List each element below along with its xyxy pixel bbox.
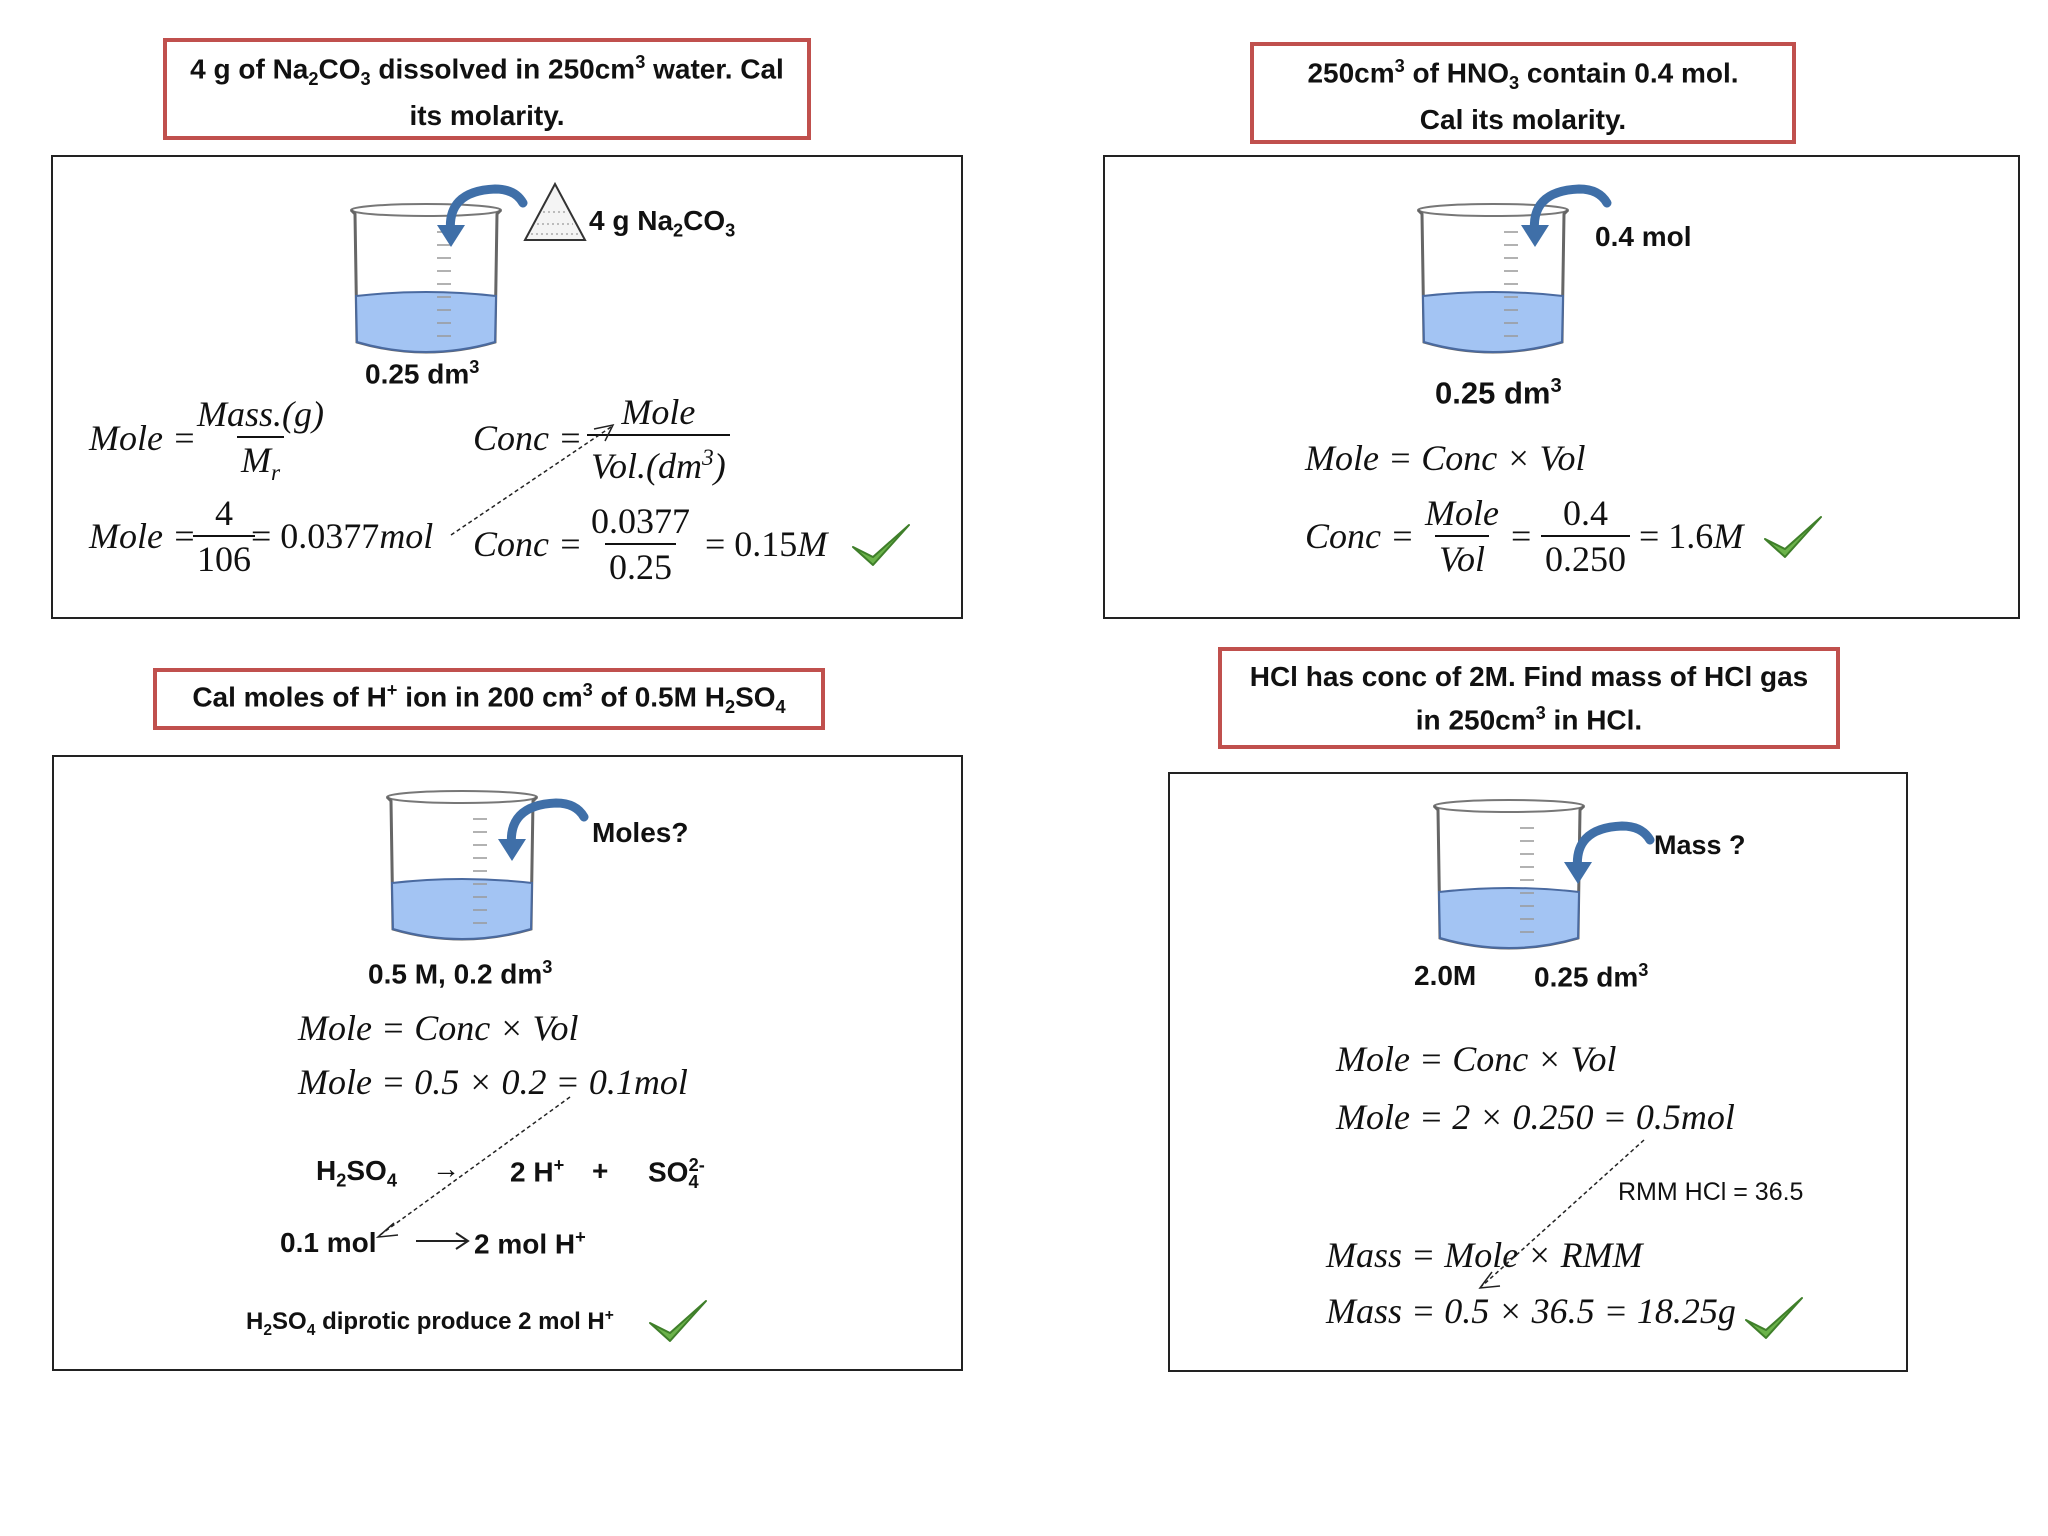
question-box-4 xyxy=(1218,647,1840,749)
conc-lhs-2: Conc = xyxy=(1305,516,1415,556)
conc-result: = 0.15M xyxy=(705,524,828,564)
mole-result: = 0.0377mol xyxy=(251,516,434,556)
rmm-label: RMM HCl = 36.5 xyxy=(1618,1178,1804,1206)
question-box-3 xyxy=(153,668,825,730)
molar-mass-denominator: 106 xyxy=(193,535,255,581)
mol-right: 2 mol H+ xyxy=(474,1227,586,1260)
check-icon-1 xyxy=(851,521,911,569)
mole-calc-3: Mole = 0.5 × 0.2 = 0.1mol xyxy=(298,1062,688,1102)
mole-calc-4: Mole = 2 × 0.250 = 0.5mol xyxy=(1336,1097,1735,1137)
mole-eq-4: Mole = Conc × Vol xyxy=(1336,1039,1617,1079)
solution-panel-3 xyxy=(52,755,963,1371)
mol-left: 0.1 mol xyxy=(280,1227,377,1258)
solution-panel-2 xyxy=(1103,155,2020,619)
plus-sign: + xyxy=(592,1155,609,1186)
product-h-ions: 2 H+ xyxy=(510,1155,565,1188)
question-1-line-1: 4 g of $Na_2CO_3$ dissolved in $250cm^3$ water. Cal xyxy=(190,51,784,89)
question-4-line-1: HCl has conc of 2M. Find mass of HCl gas xyxy=(1249,660,1809,692)
value-fraction-2 xyxy=(1541,491,1630,581)
conc-formula-lhs: Conc = xyxy=(473,418,583,458)
conc-given-4: 2.0M xyxy=(1414,960,1477,991)
mass-eq-4: Mass = Mole × RMM xyxy=(1326,1235,1643,1275)
diprotic-note: $H_2SO_4$ diprotic produce 2 mol H+ xyxy=(246,1307,614,1339)
solution-panel-1 xyxy=(51,155,963,619)
conc-result-2: = 1.6M xyxy=(1639,516,1744,556)
question-box-2 xyxy=(1250,42,1796,144)
question-2-line-2: Cal its molarity. xyxy=(1419,104,1627,136)
volume-label-1: 0.25 $dm^3$ xyxy=(365,357,480,390)
ratio-arrows-3 xyxy=(54,757,965,1373)
value-denominator: 0.250 xyxy=(1541,535,1630,581)
dotted-link-arrow-4 xyxy=(1170,774,1910,1374)
mole-vol-fraction-2 xyxy=(1421,491,1503,581)
mole-vol-numerator: Mole xyxy=(1425,493,1499,533)
question-4-line-2: in $250cm^3$ in HCl. xyxy=(1415,702,1643,736)
mole-eq-3: Mole = Conc × Vol xyxy=(298,1008,579,1048)
question-2-line-1: $250cm^3$ of $HNO_3$ contain 0.4 mol. xyxy=(1307,55,1739,93)
value-numerator: 0.4 xyxy=(1563,493,1608,533)
mole-calc-lhs: Mole = xyxy=(89,516,197,556)
question-box-1 xyxy=(163,38,811,140)
mole-vol-denominator: Vol xyxy=(1435,535,1489,581)
amount-label: 0.4 mol xyxy=(1595,221,1692,252)
mass-calc-4: Mass = 0.5 × 36.5 = 18.25g xyxy=(1326,1291,1736,1331)
mr-denominator: $M_r$ xyxy=(237,436,284,495)
conc-numerator: Mole xyxy=(621,392,696,432)
conc-denominator: $Vol.(dm^3)$ xyxy=(587,434,730,488)
check-icon-3 xyxy=(648,1297,708,1345)
conc-calc-lhs: Conc = xyxy=(473,524,583,564)
mass-question: Mass ? xyxy=(1654,830,1746,860)
mass-numerator: Mass.(g) xyxy=(197,394,324,434)
given-values-3: 0.5 M, 0.2 $dm^3$ xyxy=(368,957,553,990)
equals-sign-2: = xyxy=(1511,516,1532,556)
check-icon-2 xyxy=(1763,513,1823,561)
four-numerator: 4 xyxy=(215,493,233,533)
conc-calc-denominator: 0.25 xyxy=(605,543,676,589)
mole-eq-2: Mole = Conc × Vol xyxy=(1305,438,1586,478)
solute-label: 4 g $Na_2CO_3$ xyxy=(589,205,736,241)
reactant-h2so4: $H_2SO_4$ xyxy=(316,1155,397,1191)
question-1-line-2: its molarity. xyxy=(409,100,565,132)
reaction-arrow: → xyxy=(432,1153,460,1184)
solution-panel-4 xyxy=(1168,772,1908,1372)
product-sulfate: $SO_4^{2-}$ xyxy=(648,1155,705,1192)
volume-label-2: 0.25 $dm^3$ xyxy=(1435,375,1562,411)
check-icon-4 xyxy=(1744,1294,1804,1342)
mole-formula-lhs: Mole = xyxy=(89,418,197,458)
moles-question: Moles? xyxy=(592,817,689,848)
dotted-link-arrow-1 xyxy=(53,157,965,621)
volume-label-4: 0.25 $dm^3$ xyxy=(1534,960,1649,993)
question-3-line-1: Cal moles of H+ ion in 200 $cm^3$ of 0.5M $H_2SO_4$ xyxy=(192,680,786,717)
conc-calc-numerator: 0.0377 xyxy=(591,501,690,541)
